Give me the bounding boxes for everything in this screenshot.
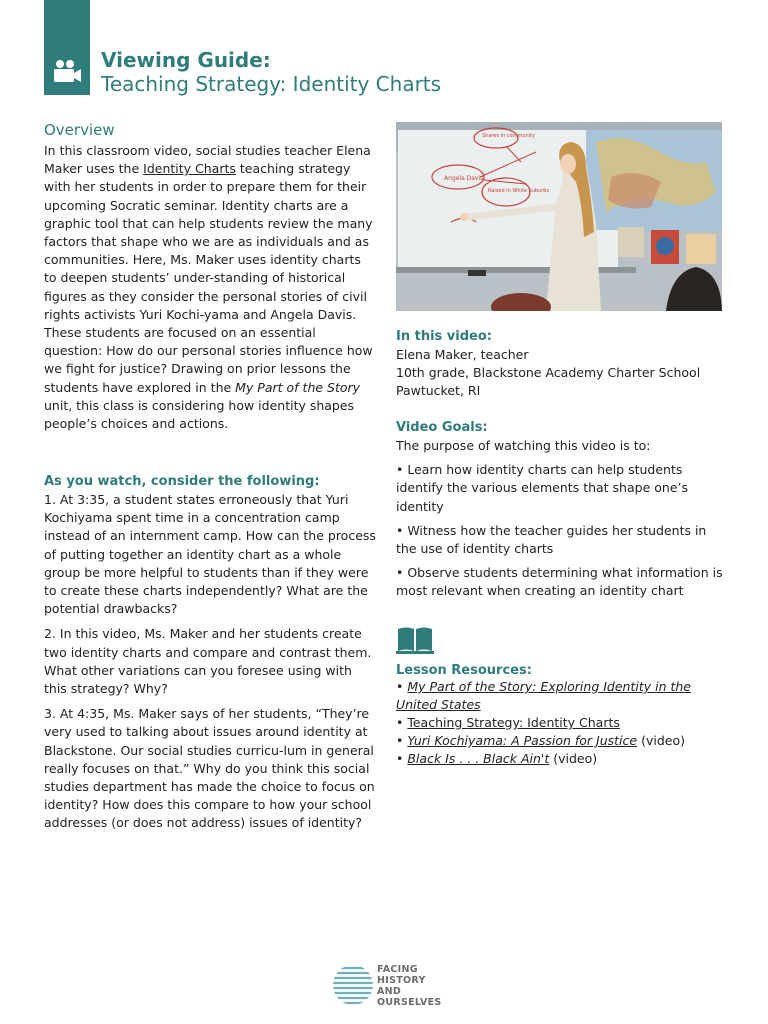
overview-text-1: In this classroom video, social studies teacher Elena Maker uses the xyxy=(44,143,371,177)
logo-line: AND xyxy=(377,986,402,997)
video-info-school: 10th grade, Blackstone Academy Charter School xyxy=(396,365,701,381)
question-3: 3. At 4:35, Ms. Maker says of her students, “They’re very used to talking about issues around identity at Blackstone. Our social studies curricu-lum in general really focuses on that.” Why do you think this social studies department has made the choice to focus on identity? How does this compare to how your school addresses (or does not address) issues of identity? xyxy=(44,706,375,831)
overview-text-3: unit, this class is considering how identity shapes people’s choices and actions. xyxy=(44,397,355,432)
overview-text-2: teaching strategy with her students in order to prepare them for their upcoming Socratic seminar. Identity charts are a graphic tool that can help students review the many factors that shape who we are as individuals and as communities. Here, Ms. Maker uses identity charts to deepen students’ under-standing of historical figures as they consider the personal stories of civil rights activists Yuri Kochi-yama and Angela Davis. These students are focused on an essential question: How do our personal stories influence how we fight for justice? Drawing on prior lessons the students have explored in the xyxy=(44,161,373,395)
question-1: 1. At 3:35, a student states erroneously that Yuri Kochiyama spent time in a concentration camp instead of an internment camp. How can the process of putting together an identity chart as a whole group be more helpful to students than if they were to create these charts independently? What are the potential drawbacks? xyxy=(44,492,376,617)
photo-label-angela: Angela Davis xyxy=(444,175,484,182)
video-camera-icon xyxy=(52,58,82,86)
watch-heading: As you watch, consider the following: xyxy=(44,474,320,489)
video-info-teacher: Elena Maker, teacher xyxy=(396,347,529,362)
identity-charts-link[interactable]: Identity Charts xyxy=(143,161,236,177)
header-accent-block xyxy=(44,0,90,95)
bullet: • xyxy=(396,733,408,748)
overview-paragraph xyxy=(44,142,376,433)
title-main: Viewing Guide: xyxy=(101,48,271,72)
video-info-heading: In this video: xyxy=(396,329,492,344)
resource-link-my-part[interactable]: My Part of the Story: Exploring Identity in the United States xyxy=(396,679,691,712)
resource-link-black-is[interactable]: Black Is . . . Black Ain't xyxy=(407,751,550,766)
goal-item: • Learn how identity charts can help students identify the various elements that shape one’s identity xyxy=(396,462,688,514)
resource-link-yuri[interactable]: Yuri Kochiyama: A Passion for Justice xyxy=(407,733,638,748)
photo-label-top: Shares in community xyxy=(482,133,535,139)
video-goals-heading: Video Goals: xyxy=(396,420,488,435)
bullet: • xyxy=(396,715,408,730)
photo-label-mid: Raised in White Suburbs xyxy=(488,188,550,194)
logo-line: HISTORY xyxy=(377,975,426,986)
goal-item: • Observe students determining what information is most relevant when creating an identity chart xyxy=(396,565,723,599)
page-title xyxy=(101,48,441,96)
bullet: • xyxy=(396,679,408,694)
facing-history-logo xyxy=(332,962,374,1012)
video-info-details xyxy=(396,346,726,401)
resources-heading: Lesson Resources: xyxy=(396,663,532,678)
title-subtitle: Teaching Strategy: Identity Charts xyxy=(101,72,442,96)
logo-line: FACING xyxy=(377,964,418,975)
classroom-video-still xyxy=(396,122,722,311)
resources-list xyxy=(396,678,726,768)
question-2: 2. In this video, Ms. Maker and her students create two identity charts and compare and contrast them. What other variations can you foresee using with this strategy? Why? xyxy=(44,626,372,697)
resource-suffix: (video) xyxy=(549,751,598,766)
goal-item: • Witness how the teacher guides her students in the use of identity charts xyxy=(396,522,707,557)
watch-questions xyxy=(44,491,376,833)
video-info-location: Pawtucket, RI xyxy=(396,383,481,399)
overview-heading: Overview xyxy=(44,121,115,139)
video-goals-intro: The purpose of watching this video is to: xyxy=(396,438,651,453)
unit-name: My Part of the Story xyxy=(235,379,361,395)
logo-text xyxy=(377,964,442,1008)
open-book-icon xyxy=(396,625,434,659)
logo-line: OURSELVES xyxy=(377,997,442,1008)
resource-suffix: (video) xyxy=(637,733,685,748)
video-goals-list xyxy=(396,461,726,600)
resource-link-identity-charts[interactable]: Teaching Strategy: Identity Charts xyxy=(407,715,620,730)
bullet: • xyxy=(396,751,408,766)
